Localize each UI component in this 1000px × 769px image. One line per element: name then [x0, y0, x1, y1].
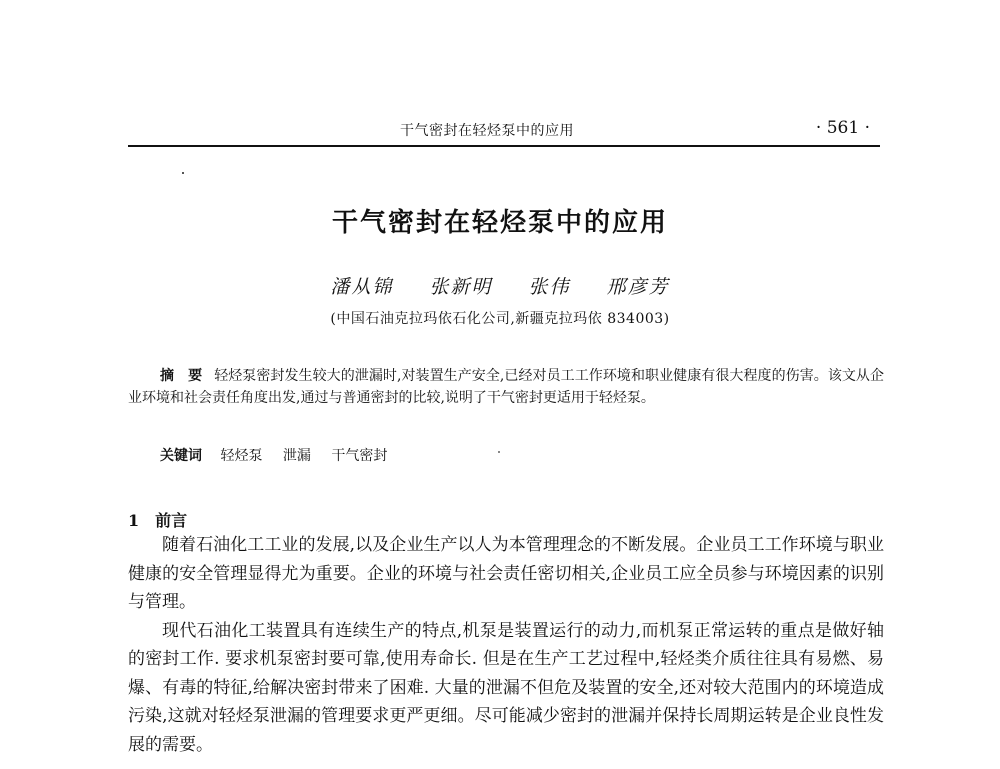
section-number: 1: [128, 511, 140, 530]
running-head-title: 干气密封在轻烃泵中的应用: [400, 123, 574, 139]
author-name: 邢彦芳: [606, 276, 670, 298]
running-head: [128, 118, 888, 144]
paragraph: 现代石油化工装置具有连续生产的特点,机泵是装置运行的动力,而机泵正常运转的重点是做好轴的密封工作. 要求机泵密封要可靠,使用寿命长. 但是在生产工艺过程中,轻烃类介质往往具有易燃、易爆、有毒的特征,给解决密封带来了困难. 大量的泄漏不但危及装置的安全,还对较大范围内的环境造成污染,这就对轻烃泵泄漏的管理要求更严更细。尽可能减少密封的泄漏并保持长周期运转是企业良性发展的需要。: [128, 620, 884, 755]
section-title: 前言: [155, 511, 188, 530]
scan-speck: [182, 172, 184, 174]
author-name: 张新明: [429, 276, 493, 298]
keyword: 泄漏: [282, 448, 311, 464]
paragraph: 随着石油化工工业的发展,以及企业生产以人为本管理理念的不断发展。企业员工工作环境与职业健康的安全管理显得尤为重要。企业的环境与社会责任密切相关,企业员工应全员参与环境因素的识别与管理。: [128, 535, 884, 612]
scan-speck: [498, 451, 500, 453]
section-heading: [128, 508, 187, 531]
abstract-label: 摘 要: [160, 368, 203, 384]
keyword: 干气密封: [331, 448, 388, 464]
keyword: 轻烃泵: [220, 448, 263, 464]
keywords-label: 关键词: [160, 448, 202, 464]
author-name: 张伟: [528, 276, 571, 298]
page-number: · 561 ·: [815, 118, 870, 138]
author-name: 潘从锦: [330, 276, 394, 298]
keywords: [160, 445, 403, 465]
author-list: [0, 272, 1000, 299]
affiliation: (中国石油克拉玛依石化公司,新疆克拉玛依 834003): [330, 311, 670, 327]
abstract: [128, 365, 884, 409]
article-title: 干气密封在轻烃泵中的应用: [331, 208, 668, 238]
header-rule: [128, 145, 880, 147]
section-body: [128, 531, 884, 759]
abstract-text: 轻烃泵密封发生较大的泄漏时,对装置生产安全,已经对员工工作环境和职业健康有很大程度的伤害。该文从企业环境和社会责任角度出发,通过与普通密封的比较,说明了干气密封更适用于轻烃泵。: [128, 368, 884, 406]
